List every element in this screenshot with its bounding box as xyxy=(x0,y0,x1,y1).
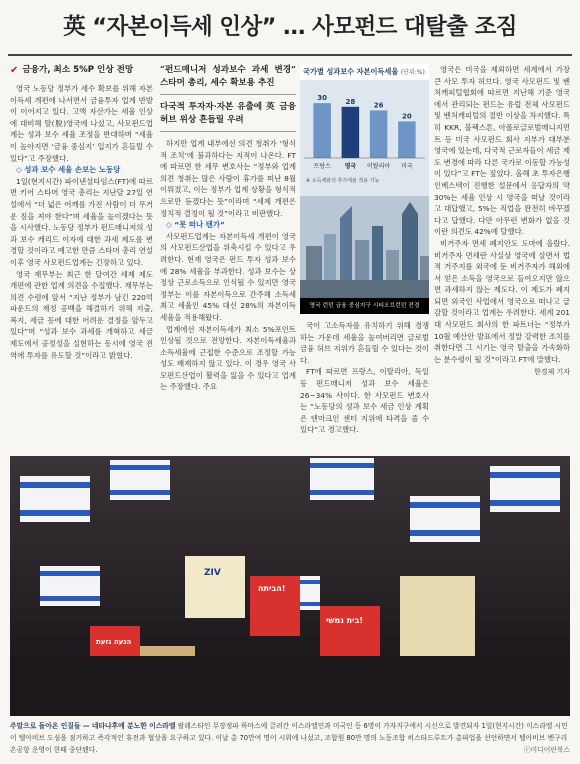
category-label: 영국 xyxy=(344,163,357,170)
chart-unit: (단위:%) xyxy=(400,69,425,76)
paragraph: 1일(현지시간) 파이낸셜타임스(FT)에 따르면 키어 스타머 영국 총리는 지난달 27일 연설에서 “더 넓은 어깨를 가진 사람이 더 무거운 짐을 져야 한다”며 세율을 높이겠다는 뜻을 시사했다. 노동당 정부가 펀드매니저의 성과 보수 캐리드 이자에 대한 과세 제도를 변경할 것이라고 예고한 만큼 스타머 총리 연설 이후 영국 사모펀드업계는 긴장하고 있다. xyxy=(10,176,153,267)
photo-caption xyxy=(10,720,570,760)
protest-sign: ZIV xyxy=(204,568,221,578)
category-label: 미국 xyxy=(401,163,413,170)
divider xyxy=(160,131,296,132)
paragraph: 사모펀드업계는 자본이득세 개편이 영국의 사모펀드산업을 위축시킬 수 있다고 우려한다. 현재 영국은 펀드 투자 성과 보수에 28% 세율을 부과한다. 성과 보수는 상정상 근로소득으로 인식될 수 있지만 영국 정부는 이를 자본이득으로 간주해 소득세 최고 세율인 45% 대신 28%의 자본이득세율을 적용해왔다. xyxy=(160,231,296,322)
paragraph: 영국 재무부는 최근 한 달여간 세제 제도 개편에 관한 업계 의견을 수집했다. 재무부는 의견 수렴에 앞서 “지난 정부가 남긴 220억파운드의 재정 공백을 해결하기 위해 지출, 복지, 세금 등에 대한 어려운 결정을 앞두고 있다”며 “성과 보수 과세를 개혁하고 세금 제도에서 공정성을 실현하는 동시에 영국 전역에 투자를 유도할 것”이라고 밝혔다. xyxy=(10,269,153,360)
data-label: 20 xyxy=(402,112,412,121)
data-label: 30 xyxy=(317,94,327,103)
article-column-middle xyxy=(160,64,296,444)
paragraph: 국이 고소득자를 유치하기 위해 경쟁하는 가운데 세율을 높여버리면 글로벌 금융 허브 지위가 흔들릴 수 있다는 것이다. xyxy=(300,321,429,365)
article-column-center-lower xyxy=(300,320,429,444)
article-column-right xyxy=(434,64,570,444)
protest-sign: בית נמשי! xyxy=(326,616,363,625)
photo-credit: ⓒ미디어펀북스 xyxy=(523,746,570,754)
protest-sign: הביתה! xyxy=(258,584,286,593)
kicker xyxy=(10,64,153,77)
paragraph: 영국 노동당 정부가 세수 확보를 위해 자본이득세 개편에 나서면서 금융투자 업계 반발이 이어지고 있다. 고액 자산가는 세율 인상에 대비해 탈(脫)영국에 나섰고, 사모펀드업계는 성과 보수 세율 조정을 반대하며 “세율이 높아지면 ‘금융 중심지’ 입지가 흔들릴 수 있다”고 주장했다. xyxy=(10,84,153,163)
section-subhead: ◇ 성과 보수 세율 손보는 노동당 xyxy=(16,165,121,175)
paragraph: FT에 따르면 프랑스, 이탈리아, 독일 등 펀드매니저 성과 보수 세율은 26~34% 사이다. 한 사모펀드 변호사는 “노동당의 성과 보수 세금 인상 계획은 덴마크인 센터 지위에 타격을 줄 수 있다”고 경고했다. xyxy=(300,367,429,435)
paragraph: 업계에선 자본이득세가 최소 5%포인트 인상될 것으로 전망한다. 자본이득세율과 소득세율에 근접한 수준으로 조정할 가능성도 배제하지 않고 있다. 이 경우 영국 사모펀드산업이 활력을 잃을 수 있다고 업계는 주장했다. 주요 xyxy=(160,324,296,392)
headline: 英 “자본이득세 인상” … 사모펀드 대탈출 조짐 xyxy=(63,14,517,40)
tax-rate-chart xyxy=(300,64,429,314)
photo-caption-title: 주말으로 돌아온 인질들 — 네타냐후에 분노한 이스라엘 xyxy=(10,722,176,730)
photo-caption-text: 팔레스타인 무장정파 하마스에 끌려간 이스라엘인과 미국인 등 6명이 가자지구에서 시신으로 발견되자 1일(현지시간) 이스라엘 시민이 텔아비브 도심을 점거하고 즉각적인 휴전과 협상을 요구하고 있다. 이날 총 70만여 명이 시위에 나섰고, 조합원 80만 명의 노동조합 히스타드루트가 총파업을 선언하면서 텔아비브 벤구리온공항 운영이 한때 중단됐다. xyxy=(10,722,568,754)
protest-photo-drawing xyxy=(10,456,570,716)
divider xyxy=(160,94,296,95)
city-skyline-image xyxy=(300,196,429,298)
skyline-drawing xyxy=(300,196,429,298)
paragraph: 비거주자 면세 폐지안도 도마에 올랐다. 비거주자 면세란 사실상 영국에 살면서 법적 거주지를 외국에 둔 비거주자가 해외에서 얻은 소득을 영국으로 들여오지만 않으면 과세하지 않는 제도다. 이 제도가 폐지되면 외국인 사업에서 영국으로 떠나고 급감할 것이라고 업계는 우려한다. 세계 201대 사모펀드 회사의 한 파트너는 “정부가 10월 예산안 발표에서 정말 강력한 조치를 취한다면 그 시기는 영국 탈출을 가속화하는 분수령이 될 것”이라고 FT에 말했다. xyxy=(434,238,570,364)
headline-rule xyxy=(8,54,572,56)
chart-note: ※ 소득세와의 추가세율 적용 기능 xyxy=(306,178,380,184)
bar-0 xyxy=(313,103,331,158)
category-label: 프랑스 xyxy=(313,163,331,170)
protest-photo xyxy=(10,456,570,716)
paragraph: 하지만 업계 내부에선 의견 청취가 ‘형식적 조치’에 불과하다는 지적이 나온다. FT에 따르면 한 세무 변호사는 “정부와 업계 의견 청취는 많은 사람이 휴가를 떠난 8월 이뤄졌고, 이는 정부가 업계 상황을 형식적으로만 듣겠다는 뜻”이라며 “세제 개편은 정치적 결정이 될 것”이라고 비판했다. xyxy=(160,139,296,218)
data-label: 28 xyxy=(345,97,356,106)
chart-title: 국가별 성과보수 자본이득세율 xyxy=(303,67,399,76)
protest-sign: הנעה נזעת xyxy=(96,638,132,646)
bar-2 xyxy=(370,110,388,158)
article-column-left xyxy=(10,64,153,444)
data-label: 26 xyxy=(373,101,384,110)
pull-quote: “펀드매니저 성과보수 과세 변경” 스타머 총리, 세수 확보용 추진 xyxy=(160,65,296,88)
chart-title-bar xyxy=(300,64,429,80)
paragraph: 영국은 미국을 제외하면 세계에서 가장 큰 사모 투자 허브다. 영국 사모펀드 및 벤처캐피털협회에 따르면 지난해 기준 영국에서 관리되는 펀드는 유럽 전체 사모펀드 및 벤처캐피털의 절반 이상을 차지했다. 특히 KKR, 블랙스톤, 아폴로글로벌매니지먼트 등 미국 사모펀드 회사 지부가 대부분 영국에 있는데, 다국적 근로자들이 세금 제도 변경에 따라 다른 국가로 이동할 가능성이 있다”고 FT는 짚었다. 올해 초 투자은행 인베스텍이 진행한 설문에서 응답자의 약 30%는 세율 인상 시 영국을 떠날 것이라고 대답했고, 5%는 직업을 완전히 바꾸겠다고 답했다. 다만 아무런 변화가 없을 것이란 의견도 42%에 달했다. xyxy=(434,65,570,237)
category-label: 이탈리아 xyxy=(367,163,391,170)
bar-3 xyxy=(398,121,416,158)
byline: 한경제 기자 xyxy=(533,368,570,377)
bar-1 xyxy=(342,107,360,158)
kicker-text: 금융가, 최소 5%P 인상 전망 xyxy=(22,65,134,75)
checkmark-icon: ✔ xyxy=(10,65,19,76)
section-subhead: ◇ “못 떠나 텐가” xyxy=(166,220,225,230)
bar-chart-svg xyxy=(300,80,429,192)
pull-quote-2: 다국적 투자자·자본 유출에 英 금융허브 위상 흔들릴 우려 xyxy=(160,102,296,125)
chart-photo-caption: 영국 런던 금융 중심지구 시티오브런던 전경 xyxy=(300,298,429,314)
